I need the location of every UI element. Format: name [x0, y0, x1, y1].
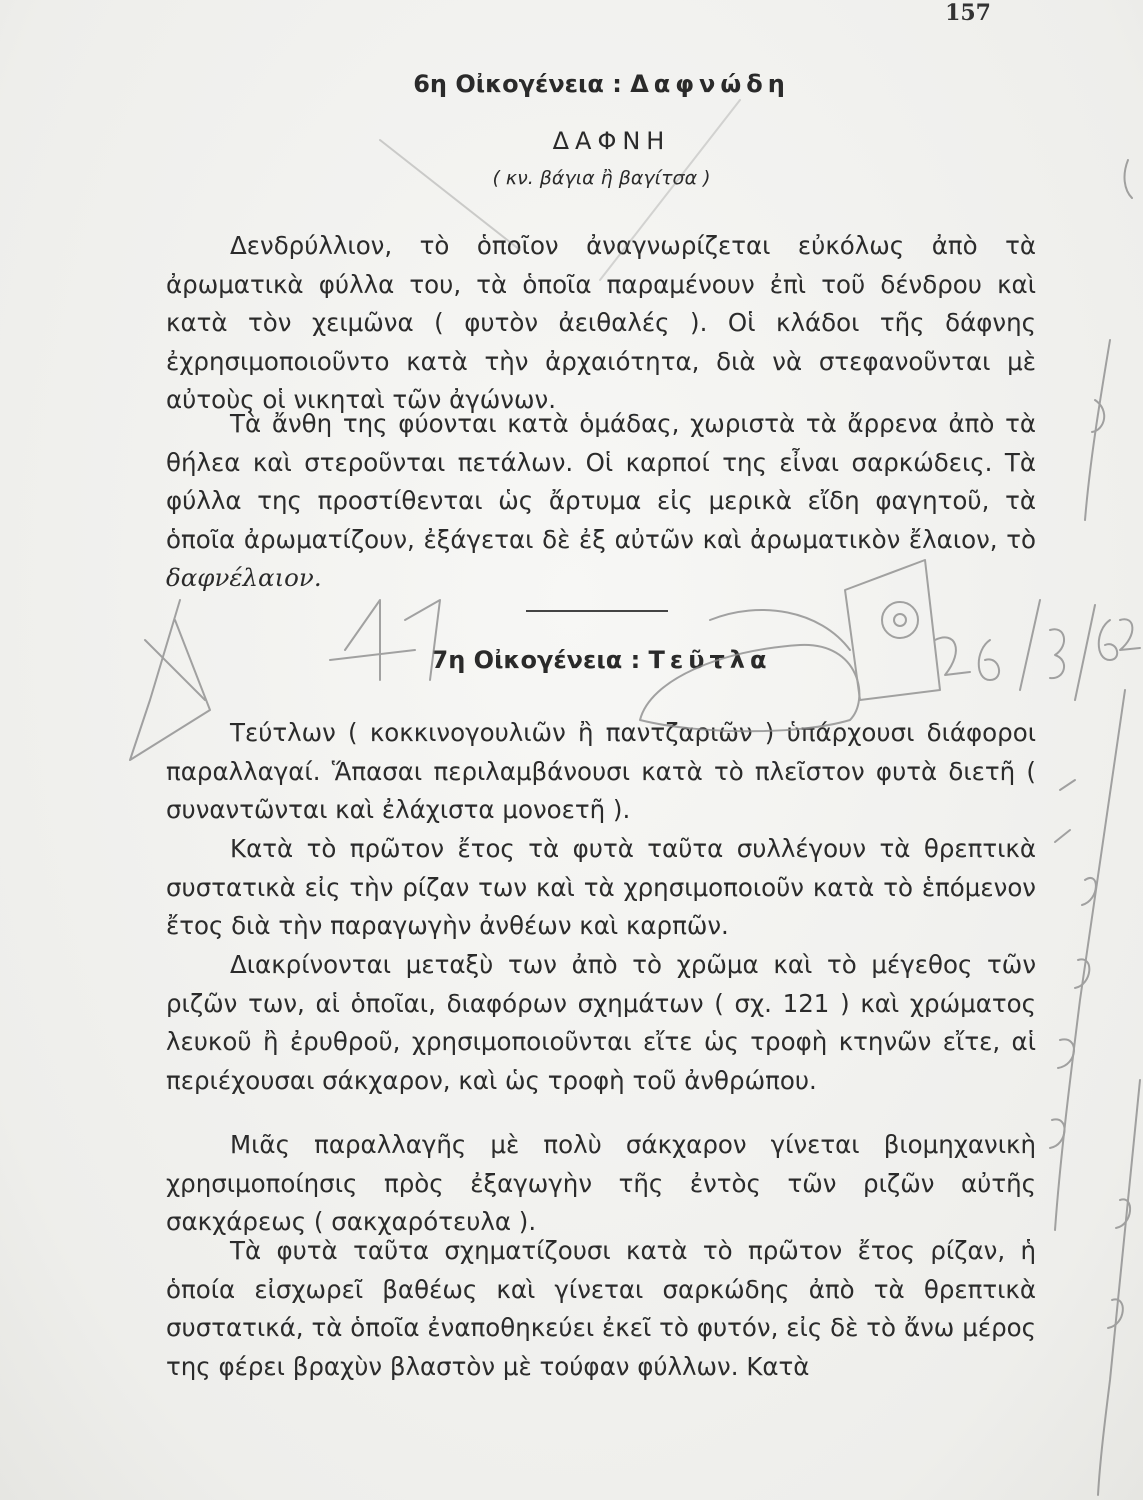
plant-name-heading: ΔΑΦΝΗ — [552, 127, 671, 155]
page-number: 157 — [945, 0, 991, 26]
italic-term: δαφνέλαιον. — [166, 563, 322, 592]
paragraph-text: Τὰ ἄνθη της φύονται κατὰ ὁμάδας, χωριστὰ τὰ ἄρρενα ἀπὸ τὰ θήλεα καὶ στεροῦνται πετάλων. Οἱ καρποί της εἶναι σαρκώδεις. Τὰ φύλλα της προστίθενται ὡς ἄρτυμα εἰς μερικὰ εἴδη φαγητοῦ, τὰ ὁποῖα ἀρωματίζουν, ἐξάγεται δὲ ἐξ αὐτῶν καὶ ἀρωματικὸν ἔλαιον, τὸ — [166, 409, 1036, 554]
section-divider — [526, 610, 668, 612]
common-names: ( κν. βάγια ἢ βαγίτσα ) — [492, 167, 711, 189]
family-name: Τεῦτλα — [648, 646, 772, 674]
paragraph-dafni-2 — [166, 405, 1036, 598]
paragraph-teutla-1: Τεύτλων ( κοκκινογουλιῶν ἢ παντζαριῶν ) ὑπάρχουσι διάφοροι παραλλαγαί. Ἅπασαι περιλαμβάνουσι κατὰ τὸ πλεῖστον φυτὰ διετῆ ( συναντῶνται καὶ ἐλάχιστα μονοετῆ ). — [166, 718, 1036, 824]
family-prefix: 6η Οἰκογένεια : — [413, 70, 631, 98]
paragraph-dafni-1: Δενδρύλλιον, τὸ ὁποῖον ἀναγνωρίζεται εὐκόλως ἀπὸ τὰ ἀρωματικὰ φύλλα του, τὰ ὁποῖα παραμένουν ἐπὶ τοῦ δένδρου καὶ κατὰ τὸν χειμῶνα ( φυτὸν ἀειθαλές ). Οἱ κλάδοι τῆς δάφνης ἐχρησιμοποιοῦντο κατὰ τὴν ἀρχαιότητα, διὰ νὰ στεφανοῦνται μὲ αὐτοὺς οἱ νικηταὶ τῶν ἀγώνων. — [166, 231, 1036, 414]
paragraph-teutla-3: Διακρίνονται μεταξὺ των ἀπὸ τὸ χρῶμα καὶ τὸ μέγεθος τῶν ριζῶν των, αἱ ὁποῖαι, διαφόρων σχημάτων ( σχ. 121 ) καὶ χρώματος λευκοῦ ἢ ἐρυθροῦ, χρησιμοποιοῦνται εἴτε ὡς τροφὴ κτηνῶν εἴτε, αἱ περιέχουσαι σάκχαρον, καὶ ὡς τροφὴ τοῦ ἀνθρώπου. — [166, 950, 1036, 1095]
family-heading-6 — [30, 70, 1143, 98]
family-prefix: 7η Οἰκογένεια : — [431, 646, 649, 674]
paragraph-teutla-5: Τὰ φυτὰ ταῦτα σχηματίζουσι κατὰ τὸ πρῶτον ἔτος ρίζαν, ἡ ὁποία εἰσχωρεῖ βαθέως καὶ γίνεται σαρκώδης ἀπὸ τὰ θρεπτικὰ συστατικά, τὰ ὁποῖα ἐναποθηκεύει ἐκεῖ τὸ φυτόν, εἰς δὲ τὸ ἄνω μέρος της φέρει βραχὺν βλαστὸν μὲ τούφαν φύλλων. Κατὰ — [166, 1236, 1036, 1381]
paragraph-teutla-2: Κατὰ τὸ πρῶτον ἔτος τὰ φυτὰ ταῦτα συλλέγουν τὰ θρεπτικὰ συστατικὰ εἰς τὴν ρίζαν των καὶ τὰ χρησιμοποιοῦν κατὰ τὸ ἑπόμενον ἔτος διὰ τὴν παραγωγὴν ἀνθέων καὶ καρπῶν. — [166, 834, 1036, 940]
family-heading-7 — [30, 646, 1143, 674]
family-name: Δαφνώδη — [630, 70, 790, 98]
paragraph-teutla-4: Μιᾶς παραλλαγῆς μὲ πολὺ σάκχαρον γίνεται βιομηχανικὴ χρησιμοποίησις πρὸς ἐξαγωγὴν τῆς ἐντὸς τῶν ριζῶν αὐτῆς σακχάρεως ( σακχαρότευλα ). — [166, 1130, 1036, 1236]
